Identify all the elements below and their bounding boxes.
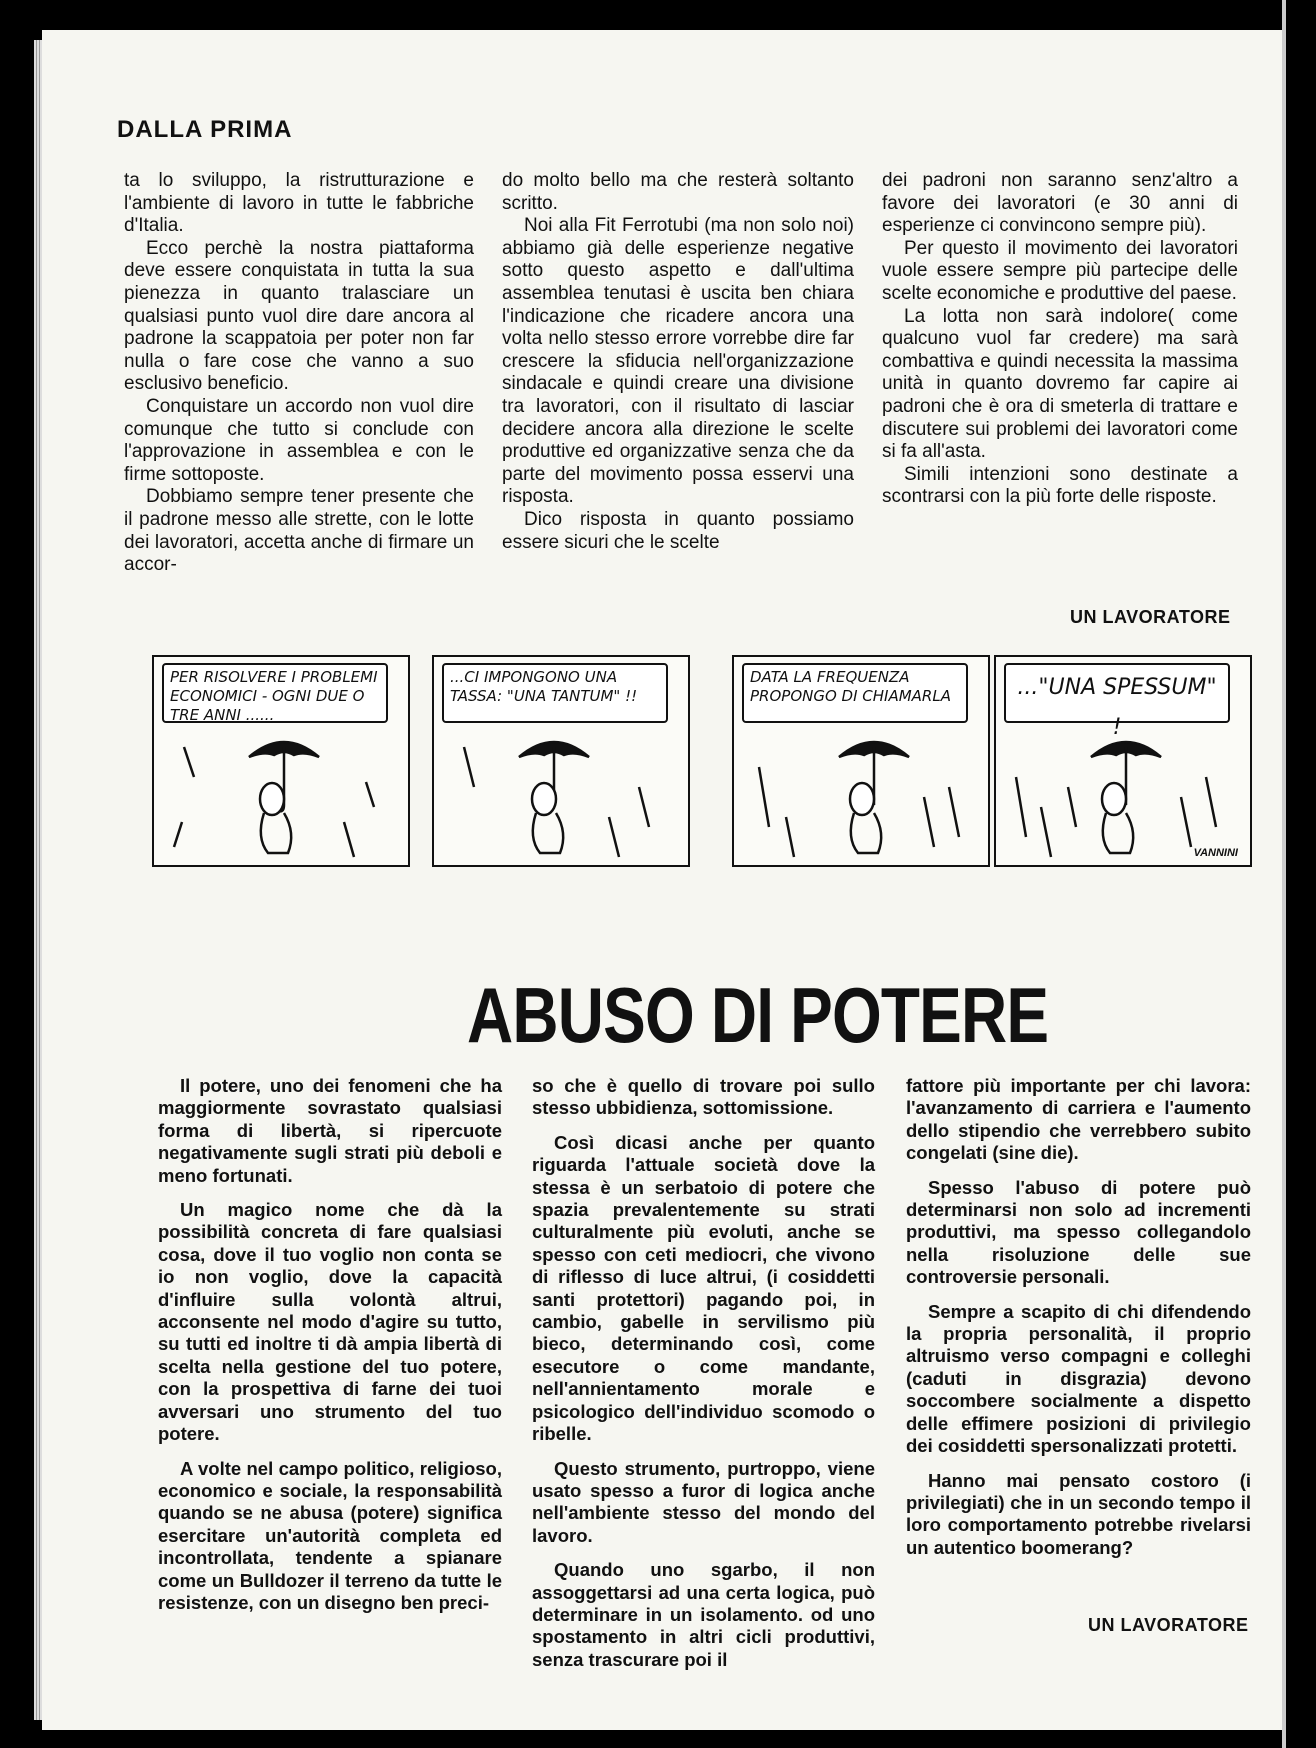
umbrella-figure-icon bbox=[154, 727, 412, 867]
comic-panel-2 bbox=[432, 655, 690, 867]
article1-signature: UN LAVORATORE bbox=[1070, 607, 1231, 627]
paragraph: dei padroni non saranno senz'altro a favore dei lavoratori (e 30 anni di esperienze ci convincono sempre più). bbox=[882, 170, 1238, 237]
binding-shadow bbox=[1286, 0, 1316, 1748]
paragraph: Così dicasi anche per quanto riguarda l'attuale società dove la stessa è un serbatoio di potere che spazia prevalentemente su strati culturalmente più evoluti, anche se spesso con ceti mediocri, che vivono di riflesso di luce altrui, (i cosiddetti santi protettori) pagando poi, in cambio, gabelle in servilismo più bieco, determinando così, come esecutore o come mandante, nell'annientamento morale e psicologico dell'individuo scomodo o ribelle. bbox=[532, 1131, 875, 1445]
speech-bubble: ..."UNA SPESSUM" ! bbox=[1004, 663, 1230, 723]
article-headline: ABUSO DI POTERE bbox=[467, 971, 1049, 1059]
paragraph: fattore più importante per chi lavora: l'avanzamento di carriera e l'aumento dello stipendio che verrebbero subito congelati (sine die). bbox=[906, 1075, 1251, 1164]
article2-signature: UN LAVORATORE bbox=[1088, 1615, 1249, 1635]
comic-panel-1 bbox=[152, 655, 410, 867]
paragraph: so che è quello di trovare poi sullo stesso ubbidienza, sottomissione. bbox=[532, 1075, 875, 1119]
paragraph: Conquistare un accordo non vuol dire comunque che tutto si conclude con l'approvazione in assemblea e con le firme sottoposte. bbox=[124, 395, 474, 485]
paragraph: Simili intenzioni sono destinate a scontrarsi con la più forte delle risposte. bbox=[882, 463, 1238, 508]
umbrella-figure-icon bbox=[734, 727, 992, 867]
paragraph: Un magico nome che dà la possibilità concreta di fare qualsiasi cosa, dove il tuo voglio non conta se io non voglio, dove la capacità d'influire sulla volontà altrui, acconsente nel modo d'agire su tutto, su tutti ed inoltre ti dà ampia libertà di scelta nella gestione del tuo potere, con la prospettiva di farne dei tuoi avversari uno strumento del tuo potere. bbox=[158, 1199, 502, 1445]
comic-strip bbox=[152, 655, 1252, 867]
umbrella-figure-icon bbox=[996, 727, 1254, 867]
magazine-page bbox=[42, 30, 1286, 1730]
speech-bubble: ...CI IMPONGONO UNA TASSA: "UNA TANTUM" !! bbox=[442, 663, 668, 723]
article1-column-3 bbox=[882, 170, 1238, 509]
paragraph: Per questo il movimento dei lavoratori vuole essere sempre più partecipe delle scelte economiche e produttive del paese. bbox=[882, 237, 1238, 304]
paragraph: Dobbiamo sempre tener presente che il padrone messo alle strette, con le lotte dei lavoratori, accetta anche di firmare un accor- bbox=[124, 486, 474, 576]
artist-signature: VANNINI bbox=[1193, 847, 1238, 859]
paragraph: Sempre a scapito di chi difendendo la propria personalità, il proprio altruismo verso compagni e colleghi (caduti in disgrazia) devono soccombere socialmente a dispetto delle effimere posizioni di privilegio dei cosiddetti spersonalizzati protetti. bbox=[906, 1300, 1251, 1457]
paragraph: Noi alla Fit Ferrotubi (ma non solo noi) abbiamo già delle esperienze negative sotto questo aspetto e dall'ultima assemblea tenutasi è uscita ben chiara l'indicazione che ricadere ancora una volta nello stesso errore vorrebbe dire far crescere la sfiducia nell'organizzazione sindacale e quindi creare una divisione tra lavoratori, con il risultato di lasciar decidere ancora alla direzione le scelte produttive ed organizzative senza che da parte del movimento possa esservi una risposta. bbox=[502, 215, 854, 508]
speech-bubble: PER RISOLVERE I PROBLEMI ECONOMICI - OGNI DUE O TRE ANNI ...... bbox=[162, 663, 388, 723]
paragraph: Quando uno sgarbo, il non assoggettarsi ad una certa logica, può determinare in un isolamento. od uno spostamento in altri cicli produttivi, senza trascurare poi il bbox=[532, 1559, 875, 1670]
paragraph: do molto bello ma che resterà soltanto scritto. bbox=[502, 170, 854, 214]
paragraph: Spesso l'abuso di potere può determinarsi non solo ad incrementi produttivi, ma spesso collegandolo nella risoluzione delle sue controversie personali. bbox=[906, 1176, 1251, 1288]
article2-column-2 bbox=[532, 1075, 875, 1683]
paragraph: Dico risposta in quanto possiamo essere sicuri che le scelte bbox=[502, 508, 854, 553]
article1-column-2 bbox=[502, 170, 854, 554]
paragraph: ta lo sviluppo, la ristrutturazione e l'ambiente di lavoro in tutte le fabbriche d'Italia. bbox=[124, 170, 474, 237]
paragraph: Hanno mai pensato costoro (i privilegiati) che in un secondo tempo il loro comportamento potrebbe rivelarsi un autentico boomerang? bbox=[906, 1469, 1251, 1558]
paragraph: A volte nel campo politico, religioso, economico e sociale, la responsabilità quando se ne abusa (potere) significa esercitare un'autorità completa ed incontrollata, tendente a spianare come un Bulldozer il terreno da tutte le resistenze, con un disegno ben preci- bbox=[158, 1457, 502, 1613]
paragraph: Questo strumento, purtroppo, viene usato spesso a furor di logica anche nell'ambiente stesso del mondo del lavoro. bbox=[532, 1457, 875, 1546]
paragraph: Ecco perchè la nostra piattaforma deve essere conquistata in tutta la sua pienezza in quanto tralasciare un qualsiasi punto vuol dire dare ancora al padrone la scappatoia per poter non far nulla o fare cose che vanno a suo esclusivo beneficio. bbox=[124, 237, 474, 395]
paragraph: La lotta non sarà indolore( come qualcuno vuol far credere) ma sarà combattiva e quindi necessita la massima unità in quanto dovremo far capire ai padroni che è ora di smeterla di trattare e discutere sui problemi dei lavoratori come si fa all'asta. bbox=[882, 305, 1238, 463]
umbrella-figure-icon bbox=[434, 727, 692, 867]
article2-column-3 bbox=[906, 1075, 1251, 1571]
comic-panel-3 bbox=[732, 655, 990, 867]
speech-bubble: DATA LA FREQUENZA PROPONGO DI CHIAMARLA bbox=[742, 663, 968, 723]
paragraph: Il potere, uno dei fenomeni che ha maggiormente sovrastato qualsiasi forma di libertà, si ripercuote negativamente sugli strati più deboli e meno fortunati. bbox=[158, 1075, 502, 1186]
comic-panel-4 bbox=[994, 655, 1252, 867]
article1-column-1 bbox=[124, 170, 474, 577]
section-header: DALLA PRIMA bbox=[117, 116, 293, 143]
article2-column-1 bbox=[158, 1075, 502, 1626]
